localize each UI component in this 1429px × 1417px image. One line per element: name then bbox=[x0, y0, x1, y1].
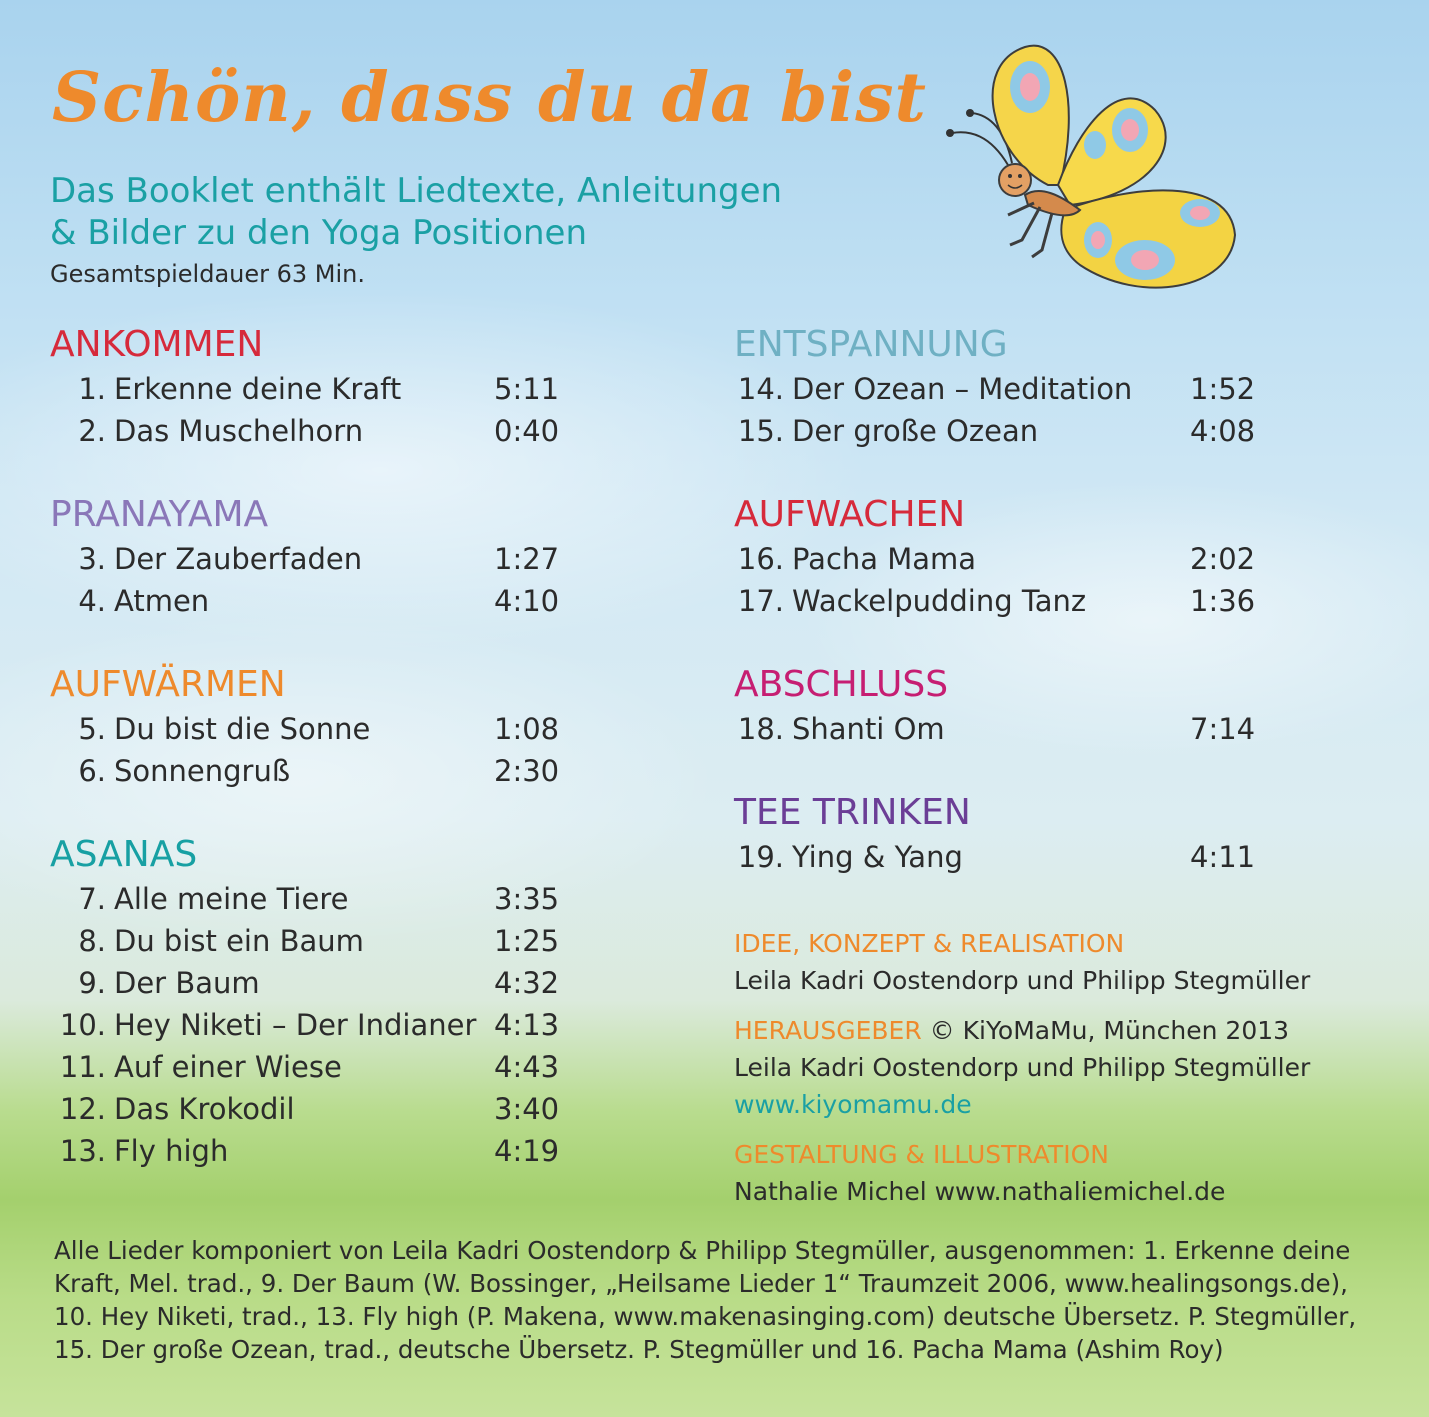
section-title: AUFWÄRMEN bbox=[50, 664, 286, 705]
butterfly-icon bbox=[930, 35, 1250, 305]
track-name: Der Zauberfaden bbox=[114, 542, 363, 576]
track-name: Pacha Mama bbox=[792, 542, 977, 576]
footer-line: Alle Lieder komponiert von Leila Kadri Oostendorp & Philipp Stegmüller, ausgenommen: 1. Erkenne deine bbox=[54, 1236, 1351, 1265]
track-duration: 4:43 bbox=[494, 1050, 560, 1084]
track-duration: 1:27 bbox=[494, 542, 560, 576]
track-row bbox=[50, 580, 590, 622]
track-name: Sonnengruß bbox=[114, 754, 291, 788]
track-duration: 4:10 bbox=[494, 584, 560, 618]
tracklist-section bbox=[734, 790, 1274, 878]
track-number: 8. bbox=[78, 924, 106, 958]
tracklist-section bbox=[50, 832, 590, 1172]
track-name: Der Ozean – Meditation bbox=[792, 372, 1133, 406]
track-number: 19. bbox=[737, 840, 784, 874]
footer-line: 10. Hey Niketi, trad., 13. Fly high (P. Makena, www.makenasinging.com) deutsche Übersetz. P. Stegmüller, bbox=[54, 1302, 1357, 1331]
track-name: Fly high bbox=[114, 1134, 229, 1168]
track-duration: 2:02 bbox=[1190, 542, 1256, 576]
subtitle-line: Das Booklet enthält Liedtexte, Anleitungen bbox=[50, 171, 783, 211]
track-name: Der große Ozean bbox=[792, 414, 1039, 448]
track-number: 6. bbox=[78, 754, 106, 788]
track-number: 13. bbox=[59, 1134, 106, 1168]
track-name: Auf einer Wiese bbox=[114, 1050, 342, 1084]
track-row bbox=[734, 836, 1274, 878]
track-row bbox=[50, 1046, 590, 1088]
section-title: PRANAYAMA bbox=[50, 494, 269, 535]
track-row bbox=[50, 1004, 590, 1046]
credit-herausgeber bbox=[734, 1013, 1394, 1123]
track-duration: 1:52 bbox=[1190, 372, 1256, 406]
track-row bbox=[734, 368, 1274, 410]
track-name: Das Muschelhorn bbox=[114, 414, 364, 448]
track-number: 18. bbox=[737, 712, 784, 746]
tracklist-section bbox=[50, 322, 590, 452]
track-number: 15. bbox=[737, 414, 784, 448]
track-number: 16. bbox=[737, 542, 784, 576]
credit-label: GESTALTUNG & ILLUSTRATION bbox=[734, 1140, 1109, 1169]
section-title: TEE TRINKEN bbox=[734, 792, 971, 833]
track-number: 4. bbox=[78, 584, 106, 618]
track-row bbox=[734, 708, 1274, 750]
herausgeber-label: HERAUSGEBER bbox=[734, 1016, 922, 1045]
track-name: Du bist ein Baum bbox=[114, 924, 364, 958]
track-number: 2. bbox=[78, 414, 106, 448]
track-name: Erkenne deine Kraft bbox=[114, 372, 402, 406]
credit-label: IDEE, KONZEPT & REALISATION bbox=[734, 929, 1125, 958]
subtitle-line: & Bilder zu den Yoga Positionen bbox=[50, 213, 588, 253]
track-row bbox=[50, 878, 590, 920]
track-number: 1. bbox=[78, 372, 106, 406]
track-duration: 2:30 bbox=[494, 754, 560, 788]
tracklist-section bbox=[734, 492, 1274, 622]
track-duration: 5:11 bbox=[494, 372, 560, 406]
section-title: ANKOMMEN bbox=[50, 324, 264, 365]
track-name: Der Baum bbox=[114, 966, 260, 1000]
credit-names: Nathalie Michel www.nathaliemichel.de bbox=[734, 1177, 1226, 1206]
track-row bbox=[50, 708, 590, 750]
tracklist-right bbox=[734, 322, 1274, 918]
section-title: ASANAS bbox=[50, 834, 198, 875]
credit-names: Leila Kadri Oostendorp und Philipp Stegmüller bbox=[734, 1053, 1311, 1082]
track-row bbox=[50, 1130, 590, 1172]
track-name: Du bist die Sonne bbox=[114, 712, 371, 746]
track-name: Ying & Yang bbox=[792, 840, 963, 874]
track-name: Shanti Om bbox=[792, 712, 945, 746]
track-duration: 7:14 bbox=[1190, 712, 1256, 746]
section-title: ABSCHLUSS bbox=[734, 664, 949, 705]
footer-notes bbox=[54, 1234, 1394, 1366]
track-duration: 4:13 bbox=[494, 1008, 560, 1042]
track-row bbox=[50, 750, 590, 792]
page-title: Schön, dass du da bist bbox=[52, 58, 927, 138]
track-row bbox=[734, 410, 1274, 452]
track-duration: 1:08 bbox=[494, 712, 560, 746]
track-name: Alle meine Tiere bbox=[114, 882, 349, 916]
track-row bbox=[50, 368, 590, 410]
track-row bbox=[50, 920, 590, 962]
track-duration: 1:36 bbox=[1190, 584, 1256, 618]
credit-gestaltung bbox=[734, 1137, 1394, 1210]
track-name: Atmen bbox=[114, 584, 210, 618]
credit-idee bbox=[734, 926, 1394, 999]
track-duration: 4:11 bbox=[1190, 840, 1256, 874]
tracklist-section bbox=[734, 322, 1274, 452]
footer-line: 15. Der große Ozean, trad., deutsche Übersetz. P. Stegmüller und 16. Pacha Mama (Ashim Roy) bbox=[54, 1335, 1224, 1364]
track-duration: 4:32 bbox=[494, 966, 560, 1000]
tracklist-left bbox=[50, 322, 590, 1212]
footer-line: Kraft, Mel. trad., 9. Der Baum (W. Bossinger, „Heilsame Lieder 1“ Traumzeit 2006, www.healingsongs.de), bbox=[54, 1269, 1348, 1298]
track-duration: 3:35 bbox=[494, 882, 560, 916]
track-duration: 4:08 bbox=[1190, 414, 1256, 448]
herausgeber-info: © KiYoMaMu, München 2013 bbox=[921, 1016, 1290, 1045]
website-link[interactable]: www.kiyomamu.de bbox=[734, 1090, 972, 1119]
subtitle bbox=[50, 170, 870, 254]
track-name: Hey Niketi – Der Indianer bbox=[114, 1008, 477, 1042]
track-row bbox=[50, 962, 590, 1004]
track-duration: 3:40 bbox=[494, 1092, 560, 1126]
track-duration: 4:19 bbox=[494, 1134, 560, 1168]
tracklist-section bbox=[50, 492, 590, 622]
tracklist-section bbox=[734, 662, 1274, 750]
track-row bbox=[734, 580, 1274, 622]
tracklist-section bbox=[50, 662, 590, 792]
credit-label bbox=[734, 1013, 1394, 1049]
track-number: 12. bbox=[59, 1092, 106, 1126]
track-duration: 1:25 bbox=[494, 924, 560, 958]
track-name: Wackelpudding Tanz bbox=[792, 584, 1087, 618]
track-row bbox=[50, 410, 590, 452]
track-number: 5. bbox=[78, 712, 106, 746]
track-number: 3. bbox=[78, 542, 106, 576]
track-row bbox=[50, 538, 590, 580]
total-duration: Gesamtspieldauer 63 Min. bbox=[50, 260, 365, 288]
track-number: 14. bbox=[737, 372, 784, 406]
track-number: 17. bbox=[737, 584, 784, 618]
track-number: 11. bbox=[59, 1050, 106, 1084]
credits bbox=[734, 926, 1394, 1224]
track-number: 7. bbox=[78, 882, 106, 916]
track-row bbox=[734, 538, 1274, 580]
track-number: 10. bbox=[59, 1008, 106, 1042]
credit-names: Leila Kadri Oostendorp und Philipp Stegmüller bbox=[734, 966, 1311, 995]
track-name: Das Krokodil bbox=[114, 1092, 295, 1126]
section-title: ENTSPANNUNG bbox=[734, 324, 1008, 365]
section-title: AUFWACHEN bbox=[734, 494, 966, 535]
track-row bbox=[50, 1088, 590, 1130]
track-duration: 0:40 bbox=[494, 414, 560, 448]
track-number: 9. bbox=[78, 966, 106, 1000]
